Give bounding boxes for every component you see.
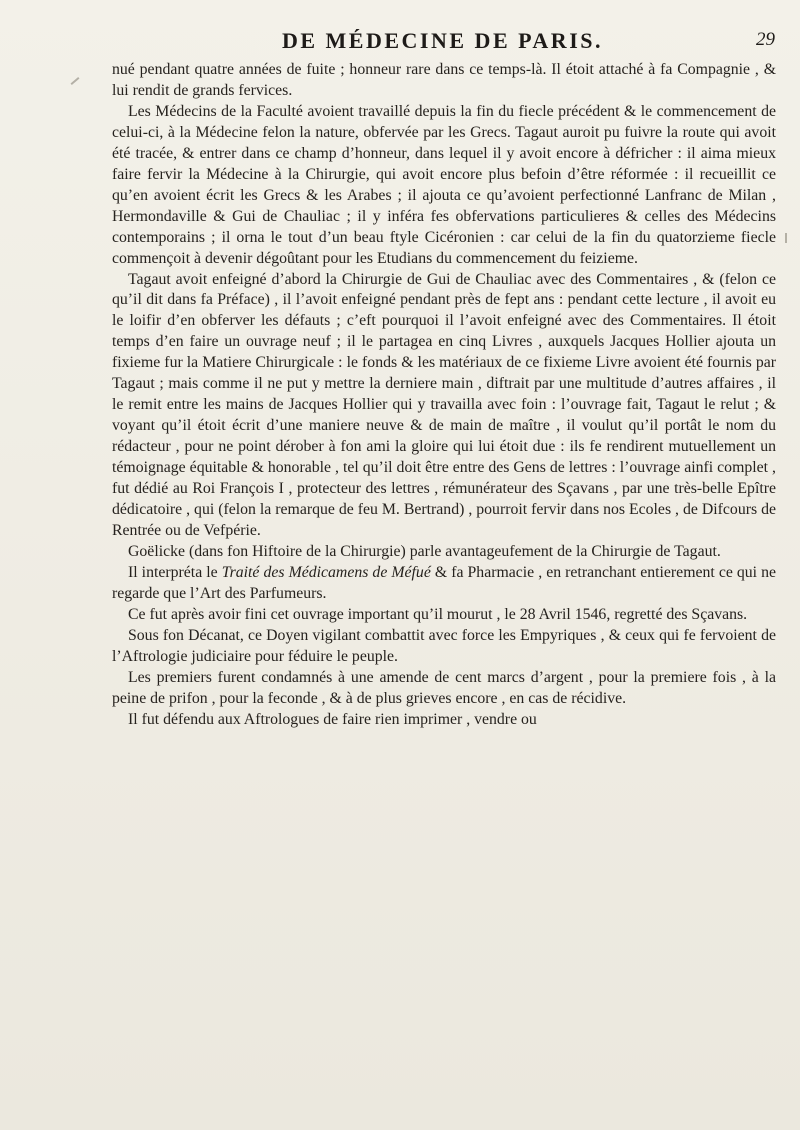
page-number: 29	[756, 29, 775, 50]
paragraph-7: Sous fon Décanat, ce Doyen vigilant combattit avec force les Empyriques , & ceux qui fe fervoient de l’Aftrologie judiciaire pour féduire le peuple.	[112, 626, 776, 665]
paragraph-8: Les premiers furent condamnés à une amende de cent marcs d’argent , pour la premiere fois , à la peine de prifon , pour la feconde , & à de plus grieves encore , en cas de récidive.	[112, 668, 776, 707]
margin-mark-left	[71, 77, 80, 85]
paragraph-1: nué pendant quatre années de fuite ; honneur rare dans ce temps-là. Il étoit attaché à fa Compagnie , & lui rendit de grands fervices.	[112, 61, 776, 99]
body-text	[112, 60, 776, 731]
paragraph-6: Ce fut après avoir fini cet ouvrage important qu’il mourut , le 28 Avril 1546, regretté des Sçavans.	[128, 605, 748, 623]
paragraph-3: Tagaut avoit enfeigné d’abord la Chirurgie de Gui de Chauliac avec des Commentaires , & (felon ce qu’il dit dans fa Préface) , il l’avoit enfeigné pendant près de fept ans : pendant cette lecture , il avoit eu le loifir d’en obferver les défauts ; c’eft pourquoi il l’avoit enfeigné avec des Commentaires. Il étoit temps d’en faire un ouvrage neuf ; il le partagea en cinq Livres , auxquels Jacques Hollier ajouta un fixieme fur la Matiere Chirurgicale : le fonds & les matériaux de ce fixieme Livre avoient été fournis par Tagaut ; mais comme il ne put y mettre la derniere main , diftrait par une multitude d’autres affaires , il le remit entre les mains de Jacques Hollier qui y travailla avec foin : l’ouvrage fait, Tagaut le relut ; & voyant qu’il étoit écrit d’une maniere neuve & de main de maître , il voulut qu’il portât le nom du rédacteur , pour ne point dérober à fon ami la gloire qui lui étoit due : ils fe rendirent mutuellement un témoignage équitable & honorable , tel qu’il doit être entre des Gens de lettres : l’ouvrage ainfi complet , fut dédié au Roi François I , protecteur des lettres , rémunérateur des Sçavans , par une très-belle Epître dédicatoire , qui (felon la remarque de feu M. Bertrand) , pourroit fervir dans nos Ecoles , de Difcours de Rentrée ou de Vefpérie.	[112, 270, 776, 539]
paragraph-4: Goëlicke (dans fon Hiftoire de la Chirurgie) parle avantageufement de la Chirurgie de Tagaut.	[128, 542, 721, 560]
paragraph-9: Il fut défendu aux Aftrologues de faire rien imprimer , vendre ou	[128, 710, 537, 728]
book-title-italic: Traité des Médicamens de Méfué	[221, 563, 431, 581]
margin-mark-right	[785, 233, 787, 243]
paragraph-5-lead: Il interpréta le	[128, 563, 222, 581]
running-title: DE MÉDECINE DE PARIS.	[281, 28, 603, 53]
paragraph-5	[112, 563, 776, 605]
running-head	[110, 28, 775, 58]
paragraph-2: Les Médecins de la Faculté avoient travaillé depuis la fin du fiecle précédent & le commencement de celui-ci, à la Médecine felon la nature, obfervée par les Grecs. Tagaut auroit pu fuivre la route qui avoit été tracée, & entrer dans ce champ d’honneur, dans lequel il y avoit encore à défricher : il aima mieux faire fervir la Médecine à la Chirurgie, qui avoit encore plus befoin d’être réformée : il recueillit ce qu’en avoient écrit les Grecs & les Arabes ; il ajouta ce qu’avoient perfectionné Lanfranc de Milan , Hermondaville & Gui de Chauliac ; il y inféra fes obfervations particulieres & celles des Médecins contemporains ; il orna le tout d’un beau ftyle Cicéronien : car celui de la fin du quatorzieme fiecle commençoit à devenir dégoûtant pour les Etudians du commencement du feizieme.	[112, 102, 776, 267]
paragraph-5-tail: & fa Pharmacie , en retranchant entierement ce qui ne regarde que l’Art des Parfumeurs.	[112, 563, 777, 602]
